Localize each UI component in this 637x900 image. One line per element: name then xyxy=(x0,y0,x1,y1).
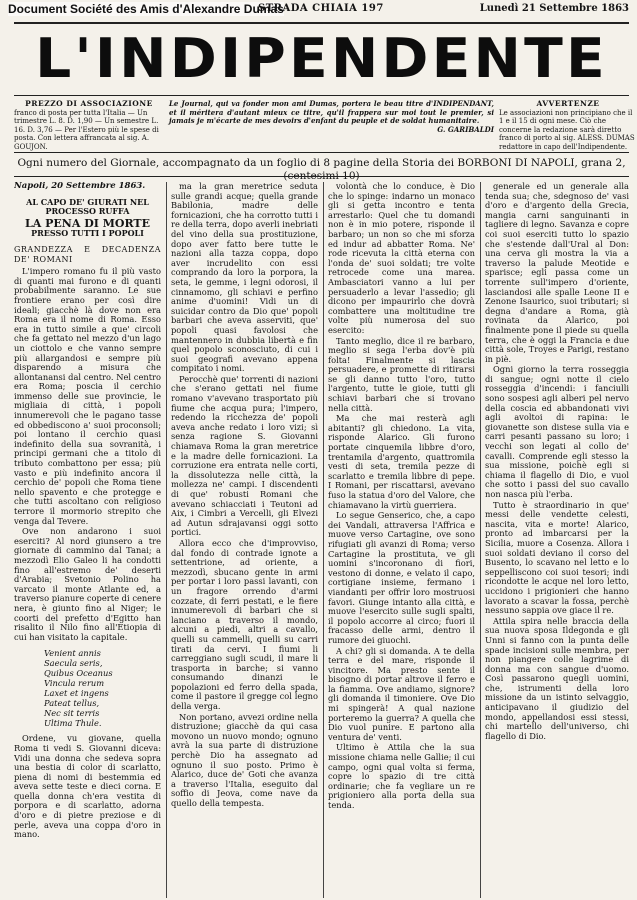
column-2 xyxy=(171,182,318,898)
subscription-title: PREZZO DI ASSOCIAZIONE xyxy=(25,99,153,108)
motto-signature: G. GARIBALDI xyxy=(437,124,494,134)
dateline: Napoli, 20 Settembre 1863. xyxy=(14,182,146,191)
subscription-text: franco di posta per tutta l'Italia — Un trimestre L. 8. D. 1,90 — Un semestre L. 16. D. 3,76 — Per l'Estero più le spese di posta. Con lettera affrancata al sig. A. GOUJON. xyxy=(14,108,159,151)
verse-line: Venient annis xyxy=(44,648,101,659)
notice-title: AVVERTENZE xyxy=(536,99,600,108)
top-line xyxy=(8,2,629,16)
article-title: LA PENA DI MORTE xyxy=(25,216,150,230)
paragraph: Ma che mai resterà agli abitanti? gli chiedono. La vita, risponde Alarico. Gli furono portate cinquemila libbre d'oro, trentamila d'argento, quattromila vesti di seta, tremila pezze di scarlatto e tremila libbre di pepe. I Romani, per riscattarsi, avevano fuso la statua d'oro del Valore, che chiamavano la virtù guerriera. xyxy=(328,413,475,510)
section-heading: GRANDEZZA E DECADENZA DE' ROMANI xyxy=(14,244,161,264)
paragraph: Attila spira nelle braccia della sua nuova sposa Ildegonda e gli Unni si fanno con la punta delle spade incisioni sulle membra, per non piangere colle lagrime di donna ma con sangue d'uomo. Così passarono quegli uomini, che, istrumenti della loro missione da un istinto selvaggio, anticipavano il giudizio del mondo, appellandosi essi stessi, chi martello dell'universo, chi flagello di Dio. xyxy=(485,615,629,741)
paragraph: ma la gran meretrice seduta sulle grandi acque; quella grande Babilonia, madre delle fornicazioni, che ha corrotto tutti i re della terra, dopo averli inebriati del vino della sua prostituzione, dopo aver fatto bere tutte le nazioni alla tazza coppa, dopo aver incrudelito con essi comprando da loro la porpora, la seta, le gemme, i legni odorosi, il cinnamomo, gli schiavi e perfino anime d'uomini! Vidi un di suicidar contro da Dio que' popoli barbari che aveva asserviti, que' popoli quasi favolosi che mantennero in dubbia libertà e fin quel popolo sconosciuto, di cui i suoi geografi avevano appena compitato i nomi. xyxy=(171,182,318,374)
paragraph: Tanto meglio, dice il re barbaro, meglio si sega l'erba dov'è più folta! Finalmente si lascia persuadere, e promette di ritirarsi se gli danno tutto l'oro, tutto l'argento, tutte le gioie, tutti gli schiavi barbari che si trovano nella città. xyxy=(328,335,475,413)
motto-box xyxy=(169,100,494,134)
masthead-rule xyxy=(14,95,629,96)
verse-line: Vincula rerum xyxy=(44,678,105,689)
column-4 xyxy=(485,182,629,898)
paragraph: L'impero romano fu il più vasto di quanti mai furono e di quanti probabilmente saranno. Le sue frontiere erano per così dire ideali; giacchè là dove non era Roma era il nome di Roma. Esso era in tutto simile a que' circoli che fa gettato nel mezzo d'un lago un ciottolo e che vanno sempre più allargandosi e sempre più disparendo a misura che allontanansi dal centro. Nel centro era Roma; poscia il cerchio immenso delle sue provincie, le migliaia di città, i popoli innumerevoli che le pagano tasse ed obbediscono a' suoi proconsoli; poi lontano il cerchio quasi indefinito della sua sovranità, i principi germani che a titolo di tributo combattono per essa; più vasto e più indefinito ancora il cerchio de' popoli che Roma tiene nello spavento e che protegge e che tutti ascoltano con religioso terrore il mormorio strepito che venga dal Tevere. xyxy=(14,266,161,526)
watermark: Document Société des Amis d'Alexandre Dumas xyxy=(8,2,284,16)
motto-text: Le Journal, qui va fonder mon ami Dumas, portera le beau titre d'INDIPENDANT, et il méritera d'autant mieux ce titre, qu'il frappera sur moi tout le premier, si jamais je m'écarte de mes devoirs d'enfant du peuple et de soldat humanitaire. xyxy=(169,99,494,125)
paragraph: Ultimo è Attila che la sua missione chiama nelle Gallie; il cui campo, ogni qual volta si ferma, copre lo spazio di tre città ordinarie; che fa vegliare un re prigioniero alla porta della sua tenda. xyxy=(328,742,475,810)
paragraph: Ordene, vu giovane, quella Roma ti vedi S. Giovanni diceva: Vidi una donna che sedeva sopra una bestia di color di scarlatto, piena di nomi di bestemmia ed aveva sette teste e dieci corna. E quella donna ch'era vestita di porpora e di scarlatto, adorna d'oro e di pietre preziose e di perle, aveva una coppa d'oro in mano. xyxy=(14,733,161,840)
paragraph: Ove non andarono i suoi eserciti? Al nord giunsero a tre giornate di cammino dal Tanai; a mezzodì Elio Galeo li ha condotti fino all'estremo de' deserti d'Arabia; Svetonio Polino ha varcato il monte Atlante ed, a traverso pianure coperte di cenere nera, è giunto fino al Niger; le coorti del prefetto d'Egitto han risalito il Nilo fino all'Etiopia di cui han visitato la capitale. xyxy=(14,526,161,642)
verse-line: Saecula seris, xyxy=(44,658,103,669)
top-rule xyxy=(14,22,629,24)
info-rule xyxy=(14,152,629,153)
notice-text: Le associazioni non principiano che il 1 e il 15 di ogni mese. Ciò che concerne la redazione sarà diretto franco di porto al sig. ALESS. DUMAS redattore in capo dell'Indipendente. xyxy=(499,108,635,151)
latin-verse xyxy=(44,648,161,728)
paragraph: Lo segue Genserico, che, a capo dei Vandali, attraversa l'Affrica e muove verso Cartagine, ove sono rifugiati gli avanzi di Roma; verso Cartagine la prostituta, ve gli uomini s'incoronano di fiori, vestono di donne, e velato il capo, cortigiane insieme, fermano i viandanti per offrir loro mostruosi favori. Giunge intanto alla città, e muove l'esercito sulle sugli spalti, il popolo accorre al circo; fuori il fracasso delle armi, dentro il rumore dei giuochi. xyxy=(328,510,475,645)
subhead-rule xyxy=(14,176,629,177)
column-divider xyxy=(323,182,324,898)
body-columns xyxy=(14,182,629,898)
subheading: Ogni numero del Giornale, accompagnato da un foglio di 8 pagine della Storia dei BORBONI DI NAPOLI, grana 2, (centesimi 10) xyxy=(17,157,626,182)
column-divider xyxy=(480,182,481,898)
column-3 xyxy=(328,182,475,898)
paragraph: Ogni giorno la terra rosseggia di sangue; ogni notte il cielo rosseggia d'incendi: i fanciulli sono sospesi agli alberi pel nervo della coscia ed abbandonati vivi agli avoltoi di rapina: le giovanette son distese sulla via e carri pesanti passano su loro; i vecchi son legati al collo de' cavalli. Comprende egli stesso la sua missione, poichè egli si chiama il flagello di Dio, e vuol che sotto i passi del suo cavallo non nasca più l'erba. xyxy=(485,364,629,499)
subscription-box xyxy=(14,100,164,151)
paragraph: generale ed un generale alla tenda sua; che, sdegnoso de' vasi d'oro e d'argento della Grecia, mangia carni sanguinanti in tagliere di legno. Savanza e copre coi suoi eserciti tutto lo spazio che s'estende dall'Ural al Don: una cerva gli mostra la via a traverso la palude Meotide e sparisce; egli passa come un torrente sull'impero d'oriente, lasciandosi alle spalle Leone II e Zenone Isaurico, suoi tributari; si degna d'andare a Roma, già rovinata da Alarico, poi finalmente pone il piede su quella terra, che è oggi la Francia e due città sole, Troyes e Parigi, restano in piè. xyxy=(485,182,629,364)
info-band xyxy=(14,99,635,151)
paragraph: Perocchè que' torrenti di nazioni che s'erano gettati nel fiume romano v'avevano trasportato più fiume che acqua pura; l'impero, redendo la ricchezza de' popoli aveva anche redato i loro vizi; sì senza ragione S. Giovanni chiamava Roma la gran meretrice e la madre delle fornicazioni. La corruzione era entrata nelle corti, la dissolutezza nelle città, la mollezza ne' campi. I discendenti di que' robusti Romani che avevano schiacciati i Teutoni ad Aix, i Cimbri a Vercelli, gli Elvezi ad Autun sdrajavansi oggi sotto portici. xyxy=(171,373,318,538)
verse-line: Nec sit terris xyxy=(44,708,100,719)
notice-box xyxy=(499,100,637,151)
masthead-title: L'INDIPENDENTE xyxy=(35,27,608,90)
column-1 xyxy=(14,182,161,898)
paragraph: Non portano, avvezi ordine nella distruzione; giacchè da qui casa movono un nuovo mondo; ognuno avrà la sua parte di distruzione perchè Dio ha assegnato ad ognuno il suo posto. Primo è Alarico, duce de' Goti che avanza a traverso l'Italia, eseguito dal soffio di Jeova, come nave da quello della tempesta. xyxy=(171,711,318,808)
column-divider xyxy=(166,182,167,898)
paragraph: volontà che lo conduce, è Dio che lo spinge: indarno un monaco gli si getta incontro e tenta arrestarlo: Quel che tu domandi non è in mio potere, risponde il barbaro; un non so che mi sforza ed indur ad abbatter Roma. Ne' rode ricevuta la città eterna con l'onda de' suoi soldati; tre volte retrocede come una marea. Ambasciatori vanno a lui per persuaderlo a levar l'assedio; gli dicono per impaurirlo che dovrà combattere una moltitudine tre volte più numerosa del suo esercito: xyxy=(328,182,475,335)
verse-line: Laxet et ingens xyxy=(44,688,109,699)
verse-line: Ultima Thule. xyxy=(44,718,102,729)
address: STRADA CHIAIA 197 xyxy=(258,3,384,14)
article-kicker: AL CAPO DE' GIURATI NEL PROCESSO RUFFA xyxy=(26,196,149,217)
verse-line: Pateat tellus, xyxy=(44,698,100,709)
article-subtitle: PRESSO TUTTI I POPOLI xyxy=(31,228,144,239)
paragraph: Allora ecco che d'improvviso, dal fondo di contrade ignote a settentrione, ad oriente, a mezzodì, sbucano gente in armi per portar i loro passi lavanti, con un fragore orrendo d'armi cozzate, di ferri pestati, e le fiere innumerevoli di barbari che si lanciano a traverso il mondo, alcuni a piedi, altri a cavallo, quelli su cammelli, quelli su carri tirati da cervi. I fiumi li carreggiano sugli scudi, il mare li trasporta in barche; si vanno consumando dinanzi le popolazioni ed ferro della spada, come il pastore il gregge col legno della verga. xyxy=(171,537,318,712)
verse-line: Quibus Oceanus xyxy=(44,668,113,679)
paragraph: Tutto è straordinario in que' messi delle vendette celesti, nascita, vita e morte! Alarico, pronto ad imbarcarsi per la Sicilia, muore a Cosenza. Allora i suoi soldati deviano il corso del Busento, lo scavano nel letto e lo seppelliscono coi suoi tesori; indi ricondotte le acque nel loro letto, uccidono i prigionieri che hanno lavorato a scavar la fossa, perchè nessuno sappia ove giace il re. xyxy=(485,499,629,616)
issue-date: Lunedì 21 Settembre 1863 xyxy=(479,3,629,14)
paragraph: A chi? gli si domanda. A te della terra e del mare, risponde il vincitore. Ma presto sente il bisogno di portar altrove il ferro e la fiamma. Ove andiamo, signore? gli domanda il timoniere. Ove Dio mi spingerà! A qual nazione porteremo la guerra? A quella che Dio vuol punire. E partono alla ventura de' venti. xyxy=(328,645,475,742)
